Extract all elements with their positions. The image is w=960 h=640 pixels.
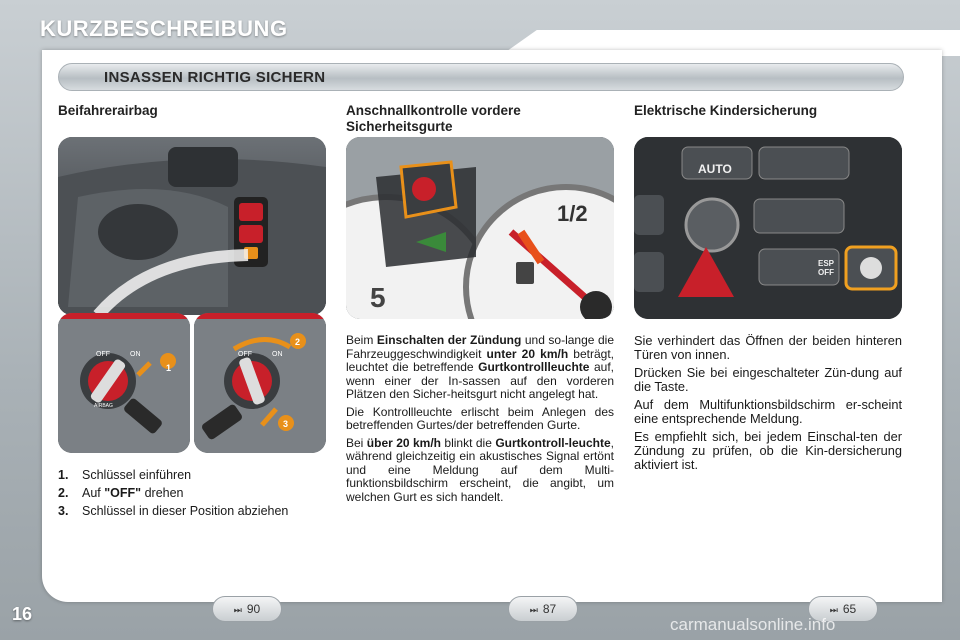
key-turn-photo	[194, 313, 326, 453]
esp-off-label: OFF	[818, 268, 834, 277]
skip-forward-icon: ⏭	[529, 605, 538, 615]
switch-on-label-2: ON	[272, 351, 283, 358]
child-lock-paragraph-1: Sie verhindert das Öffnen der beiden hinteren Türen von innen.	[634, 333, 902, 362]
step-1-marker: 1	[166, 363, 172, 373]
key-turn-illustration	[194, 313, 326, 453]
step-2-marker: 2	[295, 337, 301, 347]
ref-page-90-link[interactable]: ⏭ 90	[212, 596, 282, 622]
child-lock-paragraph-2: Drücken Sie bei eingeschalteter Zün-dung auf die Taste.	[634, 365, 902, 394]
seatbelt-gauge-photo	[346, 137, 614, 319]
switch-airbag-label: AIRBAG	[94, 403, 113, 409]
seatbelt-paragraph-1: Beim Einschalten der Zündung und so-lange die Fahrzeuggeschwindigkeit unter 20 km/h beträgt, leuchtet die betreffende Gurtkontrollleuchte auf, wenn einer der In-sassen auf den vorderen Plätzen den Sicher-heitsgurt nicht angelegt hat.	[346, 333, 614, 401]
seatbelt-paragraph-2: Die Kontrollleuchte erlischt beim Anlegen des betreffenden Gurtes/der betreffenden Gurte.	[346, 404, 614, 432]
watermark: carmanualsonline.info	[670, 615, 836, 634]
skip-forward-icon: ⏭	[233, 605, 242, 615]
key-insert-photo	[58, 313, 190, 453]
gauge-half-label: 1/2	[557, 201, 588, 226]
ref-page-65-link[interactable]: ⏭ 65	[808, 596, 878, 622]
page-number: 16	[12, 604, 33, 624]
gauge-five-label: 5	[370, 282, 386, 313]
instrument-cluster-illustration	[346, 137, 614, 319]
switch-off-label: OFF	[96, 351, 110, 358]
step-1: 1. Schlüssel einführen	[58, 468, 192, 482]
skip-forward-icon: ⏭	[829, 605, 838, 615]
main-title: KURZBESCHREIBUNG	[40, 16, 288, 41]
key-switch-illustration	[58, 313, 190, 453]
child-lock-paragraph-3: Auf dem Multifunktionsbildschirm er-scheint eine entsprechende Meldung.	[634, 397, 902, 426]
airbag-dashboard-photo	[58, 137, 326, 315]
esp-button-label: ESP	[818, 259, 835, 268]
control-panel-illustration	[634, 137, 902, 319]
child-lock-description	[634, 334, 902, 476]
switch-on-label: ON	[130, 351, 141, 358]
child-lock-paragraph-4: Es empfiehlt sich, bei jedem Einschal-ten der Zündung zu prüfen, ob die Kin-dersicherung aktiviert ist.	[634, 429, 902, 472]
step-3-marker: 3	[283, 419, 289, 429]
ref-page-87-link[interactable]: ⏭ 87	[508, 596, 578, 622]
child-lock-title: Elektrische Kindersicherung	[634, 103, 818, 118]
seatbelt-description	[346, 334, 614, 508]
step-3: 3. Schlüssel in dieser Position abziehen	[58, 504, 289, 518]
switch-off-label-2: OFF	[238, 351, 252, 358]
step-2: 2. Auf "OFF" drehen	[58, 486, 184, 500]
child-lock-panel-photo	[634, 137, 902, 319]
section-title: INSASSEN RICHTIG SICHERN	[104, 69, 326, 86]
auto-button-label: AUTO	[698, 162, 732, 176]
seatbelt-title: Anschnallkontrolle vordere Sicherheitsgurte	[346, 103, 521, 134]
airbag-title: Beifahrerairbag	[58, 103, 158, 118]
seatbelt-paragraph-3: Bei über 20 km/h blinkt die Gurtkontroll-leuchte, während gleichzeitig ein akustisches Signal ertönt und eine Meldung auf dem Multi-funktionsbildschirm erscheint, die angibt, um welchen Gurt es sich handelt.	[346, 435, 614, 504]
dashboard-illustration	[58, 137, 326, 315]
